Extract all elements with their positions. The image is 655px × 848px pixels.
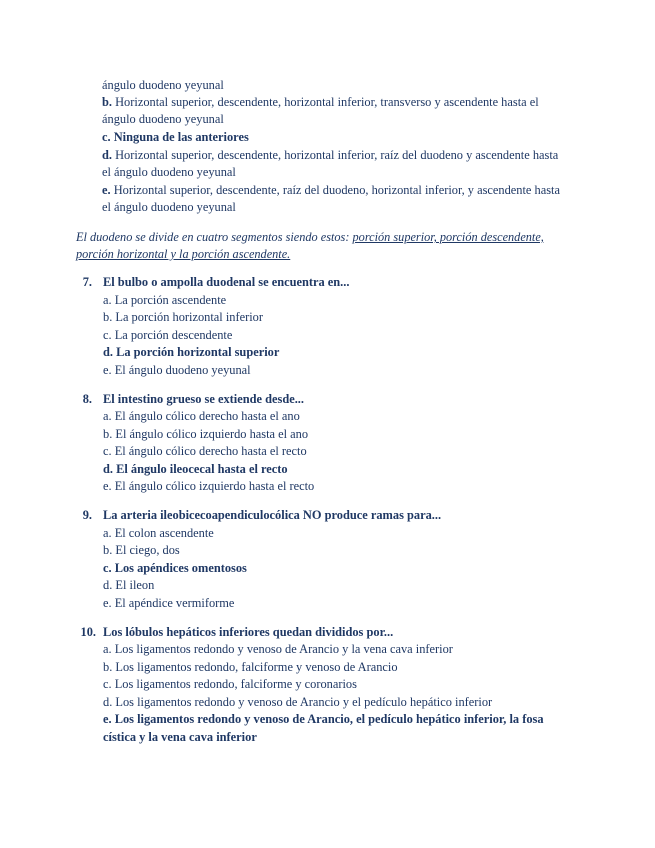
- option-c: c. El ángulo cólico derecho hasta el recto: [103, 444, 307, 458]
- option-a: a. Los ligamentos redondo y venoso de Arancio y la vena cava inferior: [103, 642, 453, 656]
- question-text: Los lóbulos hepáticos inferiores quedan divididos por...: [103, 625, 394, 639]
- option-d: d. El ileon: [103, 578, 155, 592]
- explanation-line-1: [76, 229, 544, 246]
- previous-option-e-cont: el ángulo duodeno yeyunal: [102, 200, 236, 214]
- option-e: e. El apéndice vermiforme: [103, 596, 235, 610]
- previous-option-d-cont: el ángulo duodeno yeyunal: [102, 165, 236, 179]
- option-a: a. El ángulo cólico derecho hasta el ano: [103, 409, 300, 423]
- question-number: 8.: [82, 392, 92, 406]
- option-d: d. Los ligamentos redondo y venoso de Arancio y el pedículo hepático inferior: [103, 695, 493, 709]
- question-text: El bulbo o ampolla duodenal se encuentra en...: [103, 275, 350, 289]
- option-b: b. El ángulo cólico izquierdo hasta el ano: [103, 427, 309, 441]
- option-d-correct: d. El ángulo ileocecal hasta el recto: [103, 462, 288, 476]
- option-b: b. La porción horizontal inferior: [103, 310, 263, 324]
- question-text: La arteria ileobicecoapendiculocólica NO produce ramas para...: [103, 508, 442, 522]
- explanation-underlined: porción horizontal y la porción ascendente.: [76, 247, 291, 261]
- previous-option-b-cont: ángulo duodeno yeyunal: [102, 112, 224, 126]
- option-c-correct: c. Los apéndices omentosos: [103, 561, 247, 575]
- option-letter: e.: [102, 183, 111, 197]
- question-number: 9.: [82, 508, 92, 522]
- option-a: a. El colon ascendente: [103, 526, 214, 540]
- option-text: Horizontal superior, descendente, horizontal inferior, raíz del duodeno y ascendente hasta: [115, 148, 559, 162]
- explanation-text: El duodeno se divide en cuatro segmentos siendo estos:: [76, 230, 353, 244]
- option-c: c. Los ligamentos redondo, falciforme y coronarios: [103, 677, 357, 691]
- option-d-correct: d. La porción horizontal superior: [103, 345, 280, 359]
- option-c: c. La porción descendente: [103, 328, 233, 342]
- option-e: e. El ángulo cólico izquierdo hasta el recto: [103, 479, 315, 493]
- previous-option-b: [102, 94, 539, 111]
- previous-option-c-correct: [102, 129, 249, 146]
- option-text: Horizontal superior, descendente, raíz del duodeno, horizontal inferior, y ascendente hasta: [113, 183, 560, 197]
- explanation-underlined: porción superior, porción descendente,: [352, 230, 544, 244]
- option-letter: c.: [102, 130, 111, 144]
- option-b: b. Los ligamentos redondo, falciforme y venoso de Arancio: [103, 660, 398, 674]
- previous-option-fragment: ángulo duodeno yeyunal: [102, 78, 224, 92]
- option-e: e. El ángulo duodeno yeyunal: [103, 363, 251, 377]
- option-b: b. El ciego, dos: [103, 543, 180, 557]
- option-a: a. La porción ascendente: [103, 293, 227, 307]
- option-letter: d.: [102, 148, 112, 162]
- question-number: 7.: [82, 275, 92, 289]
- option-e-correct: e. Los ligamentos redondo y venoso de Arancio, el pedículo hepático inferior, la fosa: [103, 712, 544, 726]
- explanation-line-2: [76, 246, 290, 263]
- option-e-correct-cont: cística y la vena cava inferior: [103, 730, 257, 744]
- previous-option-e: [102, 182, 560, 199]
- question-text: El intestino grueso se extiende desde...: [103, 392, 304, 406]
- option-text: Ninguna de las anteriores: [113, 130, 249, 144]
- previous-option-d: [102, 147, 558, 164]
- question-number: 10.: [80, 625, 96, 639]
- option-text: Horizontal superior, descendente, horizontal inferior, transverso y ascendente hasta el: [115, 95, 539, 109]
- option-letter: b.: [102, 95, 112, 109]
